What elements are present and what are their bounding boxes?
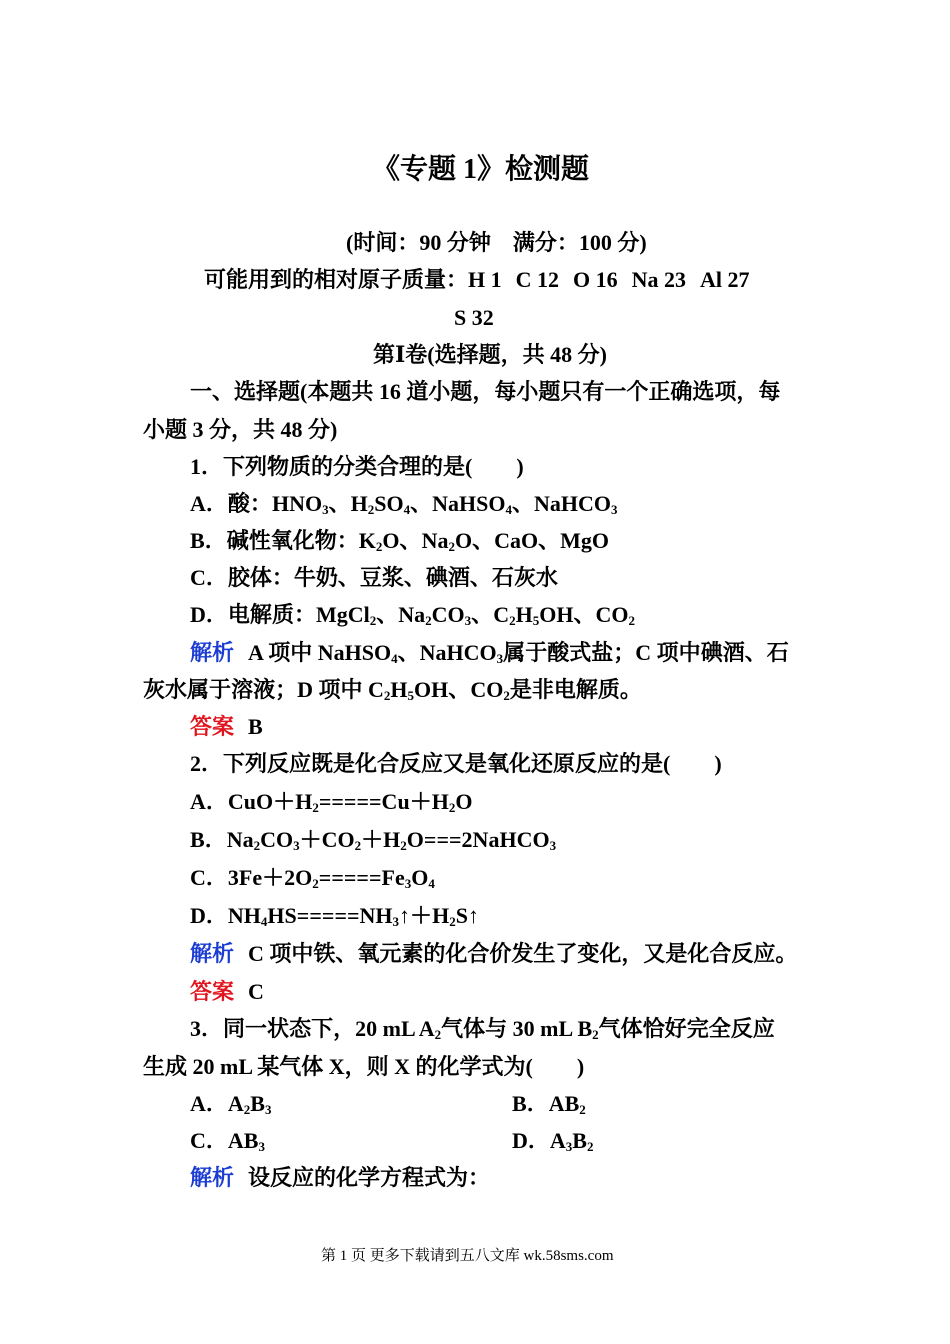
question-3-analysis-text: 设反应的化学方程式为： (248, 1165, 491, 1190)
question-1-answer-value: B (248, 714, 263, 739)
question-1-option-b: B．碱性氧化物：$K_2O$、$Na_2O$、CaO、MgO (190, 528, 610, 554)
question-1-analysis-cont: 灰水属于溶液；D 项中 $C_2H_5OH$、$CO_2$是非电解质。 (143, 677, 642, 703)
analysis-label: 解析 (190, 941, 235, 966)
atomic-mass-line (204, 266, 750, 294)
answer-label: 答案 (190, 979, 235, 1004)
analysis-label: 解析 (190, 1165, 235, 1190)
atomic-mass-prefix: 可能用到的相对原子质量： (204, 267, 469, 292)
question-1-analysis-text: A 项中 NaHSO$_4$、NaHCO$_3$属于酸式盐；C 项中碘酒、石 (248, 640, 789, 666)
question-2-answer-value: C (248, 979, 264, 1004)
question-3-option-b: B．$AB_2$ (512, 1091, 586, 1117)
question-2-text: 下列反应既是化合反应又是氧化还原反应的是( ) (223, 751, 722, 776)
section-heading: 第Ⅰ卷(选择题，共 48 分) (373, 342, 607, 367)
question-1-text: 下列物质的分类合理的是( ) (223, 454, 524, 479)
question-2-option-c: C．$3Fe+2O_2=====Fe_3O_4$ (190, 865, 435, 891)
question-3-analysis (190, 1164, 490, 1192)
question-3-option-c: C．$AB_3$ (190, 1128, 265, 1154)
question-3-stem-cont: 生成 20 mL 某气体 X，则 X 的化学式为( ) (143, 1054, 585, 1079)
question-1-option-c: C．胶体：牛奶、豆浆、碘酒、石灰水 (190, 565, 558, 590)
answer-label: 答案 (190, 714, 235, 739)
question-3-text: 同一状态下，20 mL $A_2$气体与 30 mL $B_2$气体恰好完全反应 (223, 1016, 775, 1042)
question-2-answer (190, 978, 264, 1006)
question-2-analysis-text: C 项中铁、氧元素的化合价发生了变化，又是化合反应。 (248, 941, 798, 966)
question-2-stem (190, 750, 722, 778)
question-1-answer (190, 713, 263, 741)
question-2-analysis (190, 940, 797, 968)
question-1-analysis (190, 639, 789, 667)
question-1-option-a: A．酸：$HNO_3$、$H_2SO_4$、NaHSO$_4$、NaHCO$_3$ (190, 491, 618, 517)
question-3-option-d: D．$A_3B_2$ (512, 1128, 594, 1154)
question-2-option-d: D．$NH_4HS=====NH_3↑+H_2S↑$ (190, 903, 479, 929)
atomic-mass-s: S 32 (454, 305, 494, 330)
section-instruction-1: 一、选择题(本题共 16 道小题，每小题只有一个正确选项，每 (190, 379, 781, 404)
question-1-option-d: D．电解质：MgCl$_2$、$Na_2CO_3$、$C_2H_5OH$、$CO_2$ (190, 602, 635, 628)
question-2-option-b: B．$Na_2CO_3+CO_2+H_2O===2NaHCO_3$ (190, 827, 557, 853)
question-3-number: 3． (190, 1016, 224, 1041)
atomic-mass-al: Al 27 (700, 267, 750, 292)
atomic-mass-h: H 1 (468, 267, 502, 292)
question-3-stem (190, 1015, 775, 1043)
analysis-label: 解析 (190, 640, 235, 665)
page-title: 《专题 1》检测题 (372, 154, 590, 185)
question-3-option-a: A．$A_2B_3$ (190, 1091, 272, 1117)
atomic-mass-o: O 16 (573, 267, 618, 292)
question-1-number: 1． (190, 454, 224, 479)
atomic-mass-na: Na 23 (631, 267, 687, 292)
time-score-line: (时间：90 分钟 满分：100 分) (346, 230, 647, 255)
atomic-mass-c: C 12 (515, 267, 560, 292)
section-instruction-2: 小题 3 分，共 48 分) (143, 417, 338, 442)
question-2-number: 2． (190, 751, 224, 776)
question-1-stem (190, 453, 524, 481)
question-2-option-a: A．$CuO+H_2=====Cu+H_2O$ (190, 789, 473, 815)
page-footer: 第 1 页 更多下载请到五八文库 wk.58sms.com (321, 1248, 614, 1264)
